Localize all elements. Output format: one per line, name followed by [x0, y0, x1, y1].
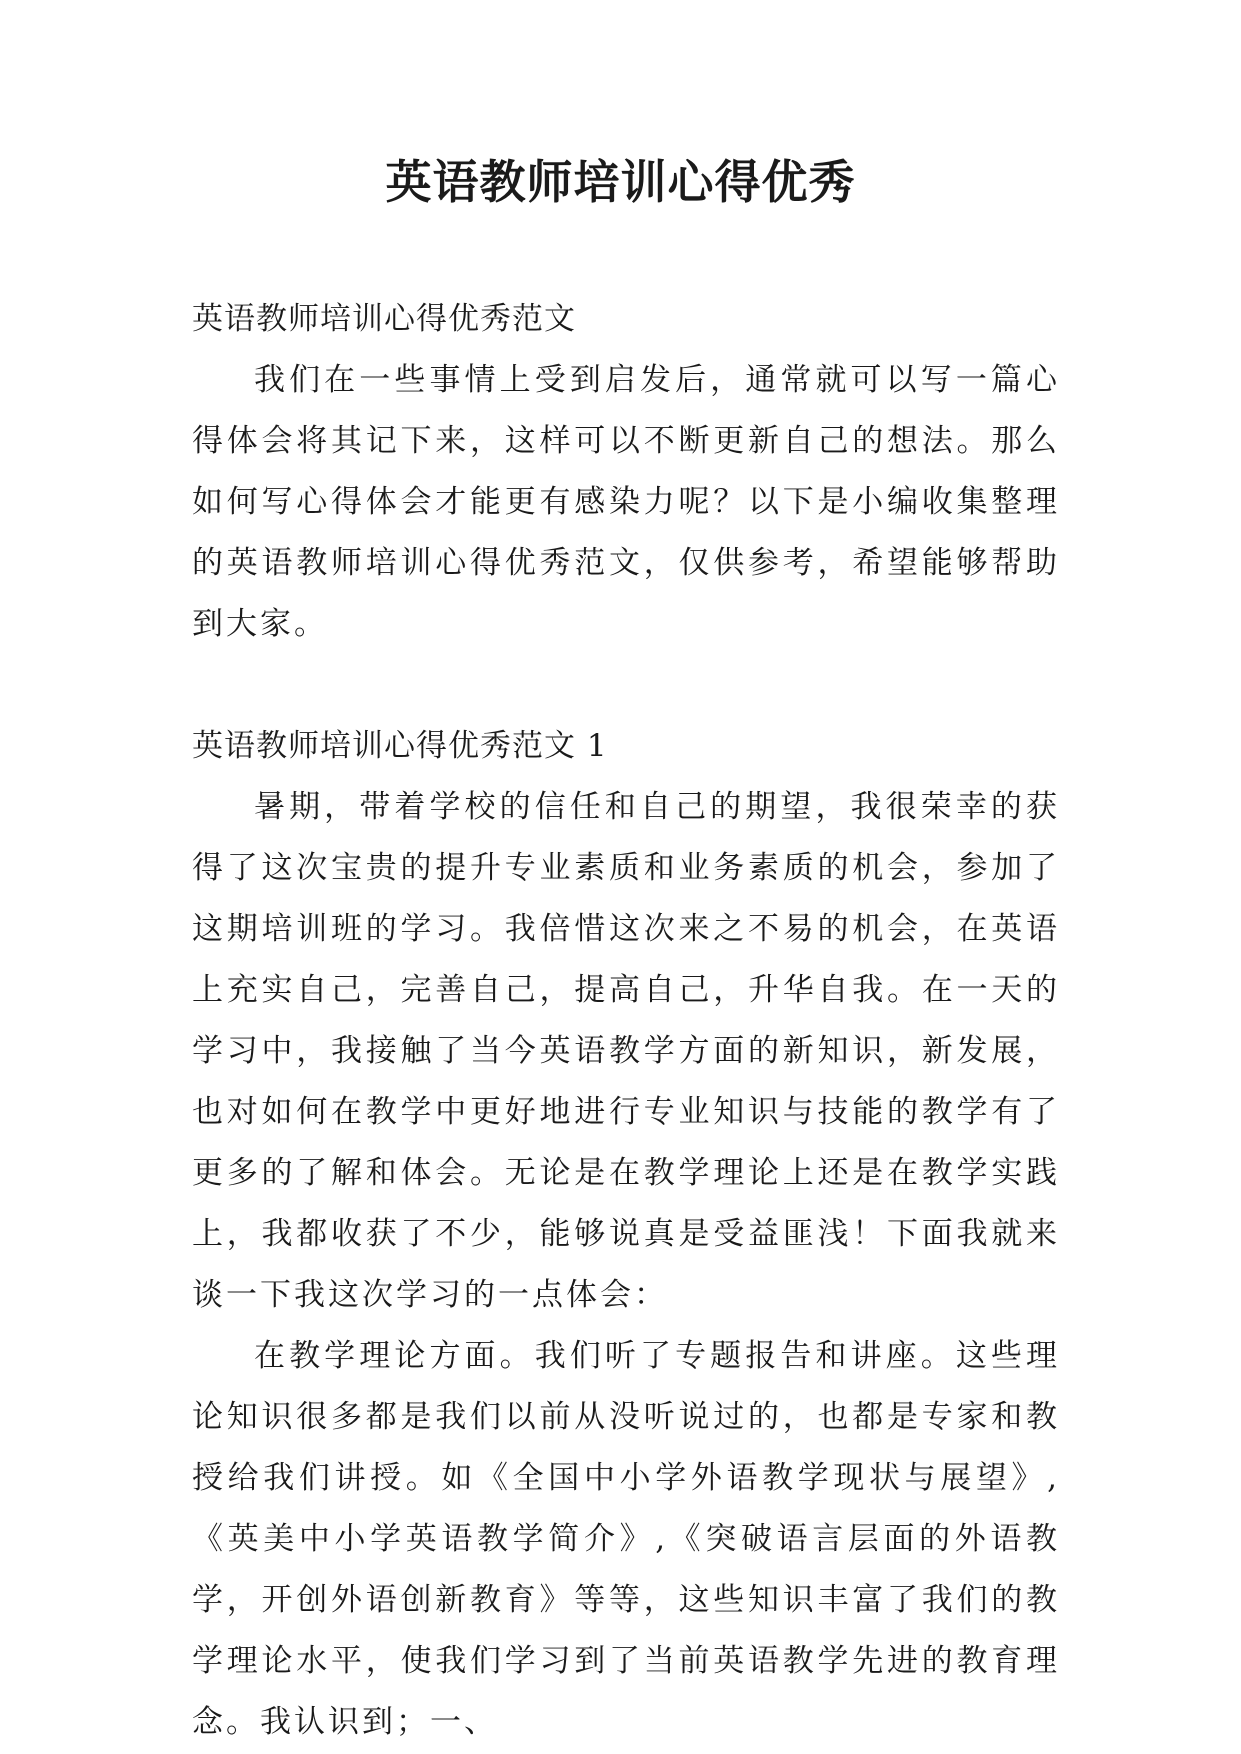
document-body [192, 289, 1060, 1753]
page-title: 英语教师培训心得优秀 [385, 155, 856, 209]
subtitle-heading: 英语教师培训心得优秀范文 [192, 301, 576, 337]
intro-paragraph: 我们在一些事情上受到启发后，通常就可以写一篇心得体会将其记下来，这样可以不断更新自己的想法。那么如何写心得体会才能更有感染力呢？以下是小编收集整理的英语教师培训心得优秀范文，仅供参考，希望能够帮助到大家。 [192, 362, 1060, 642]
paragraph-gap [192, 655, 1060, 716]
section-heading: 英语教师培训心得优秀范文 1 [192, 728, 608, 764]
body-paragraph: 在教学理论方面。我们听了专题报告和讲座。这些理论知识很多都是我们以前从没听说过的，也都是专家和教授给我们讲授。如《全国中小学外语教学现状与展望》,《英美中小学英语教学简介》,《突破语言层面的外语教学，开创外语创新教育》等等，这些知识丰富了我们的教学理论水平，使我们学习到了当前英语教学先进的教育理念。我认识到；一、 [192, 1338, 1060, 1740]
body-paragraph: 暑期，带着学校的信任和自己的期望，我很荣幸的获得了这次宝贵的提升专业素质和业务素质的机会，参加了这期培训班的学习。我倍惜这次来之不易的机会，在英语上充实自己，完善自己，提高自己，升华自我。在一天的学习中，我接触了当今英语教学方面的新知识，新发展，也对如何在教学中更好地进行专业知识与技能的教学有了更多的了解和体会。无论是在教学理论上还是在教学实践上，我都收获了不少，能够说真是受益匪浅！下面我就来谈一下我这次学习的一点体会： [192, 789, 1060, 1313]
